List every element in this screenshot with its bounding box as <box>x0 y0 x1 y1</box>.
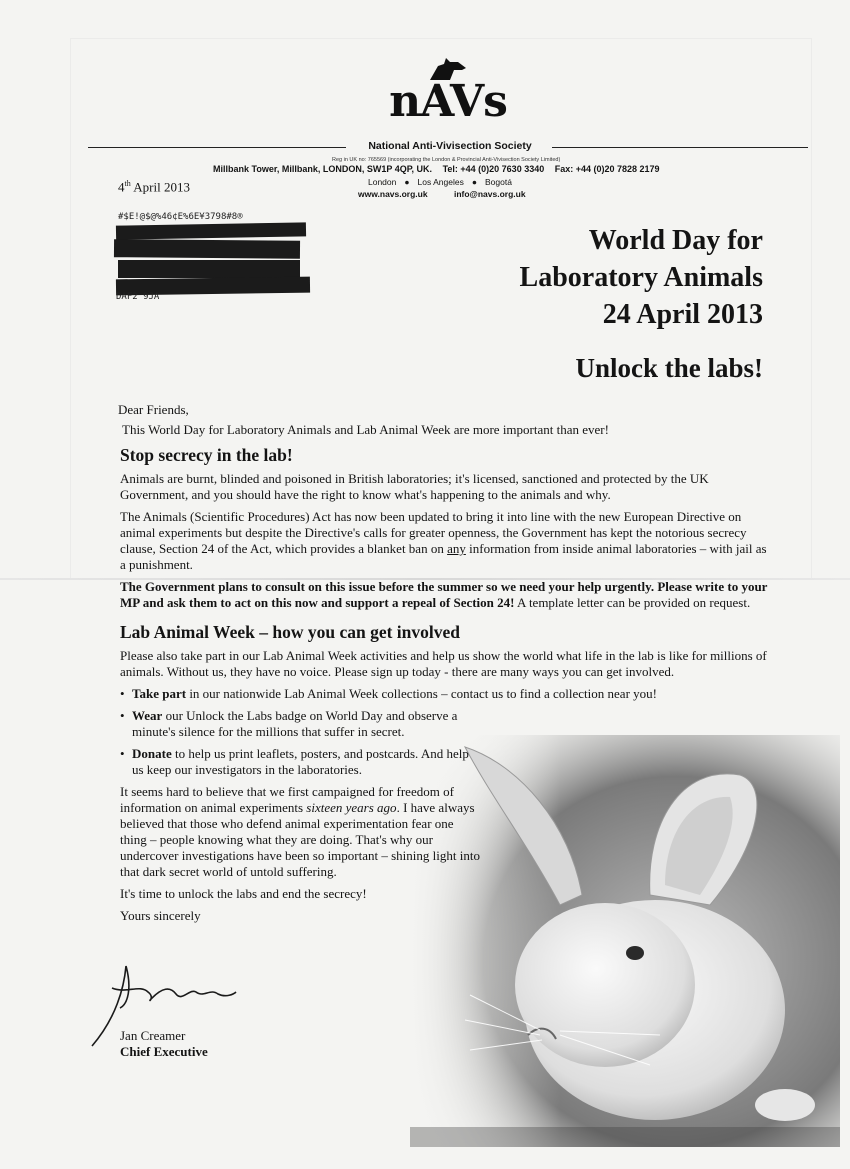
telephone: Tel: +44 (0)20 7630 3340 <box>442 164 545 174</box>
signer-block <box>120 1028 208 1060</box>
address-line: Millbank Tower, Millbank, LONDON, SW1P 4QP, UK. <box>213 164 433 174</box>
org-name: National Anti-Vivisection Society <box>368 140 532 152</box>
paragraph: Please also take part in our Lab Animal Week activities and help us show the world what life in the lab is like for millions of animals. Without us, they have no voice. Please sign up today - there are many ways you can get involved. <box>120 648 767 679</box>
org-name-row <box>88 140 808 154</box>
registration-text: Reg in UK no: 765569 (incorporating the London & Provincial Anti-Vivisection Society Limited) <box>332 157 561 163</box>
navs-logo <box>388 58 508 128</box>
valediction: Yours sincerely <box>120 908 201 923</box>
email-link[interactable]: info@navs.org.uk <box>453 189 526 199</box>
divider <box>552 147 808 148</box>
action-list <box>120 686 768 778</box>
tagline: Unlock the labs! <box>575 353 763 383</box>
call-to-action-paragraph: The Government plans to consult on this issue before the summer so we need your help urgently. Please write to your MP and ask them to act on this now and support a repeal of Section 24! A template letter can be provided on request. <box>120 579 768 610</box>
list-item: • Take part in our nationwide Lab Animal Week collections – contact us to find a collection near you! <box>120 686 768 702</box>
salutation: Dear Friends, <box>118 402 189 417</box>
website-link[interactable]: www.navs.org.uk <box>358 189 428 199</box>
section-heading: Stop secrecy in the lab! <box>120 445 293 465</box>
redacted-line: DAF2 9JA <box>116 292 160 302</box>
intro-paragraph: This World Day for Laboratory Animals and Lab Animal Week are more important than ever! <box>122 422 609 437</box>
letter-body <box>120 402 768 924</box>
paragraph: It seems hard to believe that we first campaigned for freedom of information on animal experiments sixteen years ago. I have always believed that those who defend animal experimentation fear one thing – people knowing what they are doing. That's why our undercover investigations have been so important – shining light into that dark secret world of untold suffering. <box>120 784 480 879</box>
fax: Fax: +44 (0)20 7828 2179 <box>554 164 660 174</box>
headline-line: World Day for <box>588 225 763 256</box>
paragraph: The Animals (Scientific Procedures) Act has now been updated to bring it into line with the new European Directive on animal experiments but despite the Directive's calls for greater openness, the Government has kept the notorious secrecy clause, Section 24 of the Act, which provides a blanket ban on any information from inside animal laboratories – with jail as a punishment. <box>120 509 767 572</box>
city: Bogotá <box>484 177 512 187</box>
signer-title: Chief Executive <box>120 1044 208 1059</box>
headline-line: Laboratory Animals <box>519 262 763 293</box>
org-address <box>213 164 668 174</box>
office-cities: London ● Los Angeles ● Bogotá <box>368 177 512 187</box>
section-heading: Lab Animal Week – how you can get involved <box>120 622 461 642</box>
logo-wordmark: nAVs <box>389 76 507 127</box>
headline-date: 24 April 2013 <box>602 299 763 330</box>
city: London <box>368 177 397 187</box>
signer-name: Jan Creamer <box>120 1028 186 1043</box>
list-item: • Wear our Unlock the Labs badge on World Day and observe a minute's silence for the millions that suffer in secret. <box>120 708 478 740</box>
letter-date: 4th April 2013 <box>118 179 190 195</box>
paragraph: Animals are burnt, blinded and poisoned in British laboratories; it's licensed, sanctioned and protected by the UK Government, and you should have the right to know what's happening to the animals and why. <box>120 471 709 502</box>
redacted-address <box>100 212 320 324</box>
list-item: • Donate to help us print leaflets, posters, and postcards. And help us keep our investigators in the laboratories. <box>120 746 478 778</box>
divider <box>88 147 346 148</box>
redacted-line: #$E!@$@%46¢E%6E¥3798#8® <box>118 212 243 222</box>
closing-line: It's time to unlock the labs and end the secrecy! <box>120 886 367 901</box>
contact-web <box>358 189 526 199</box>
city: Los Angeles <box>417 177 464 187</box>
campaign-headline <box>520 222 763 333</box>
